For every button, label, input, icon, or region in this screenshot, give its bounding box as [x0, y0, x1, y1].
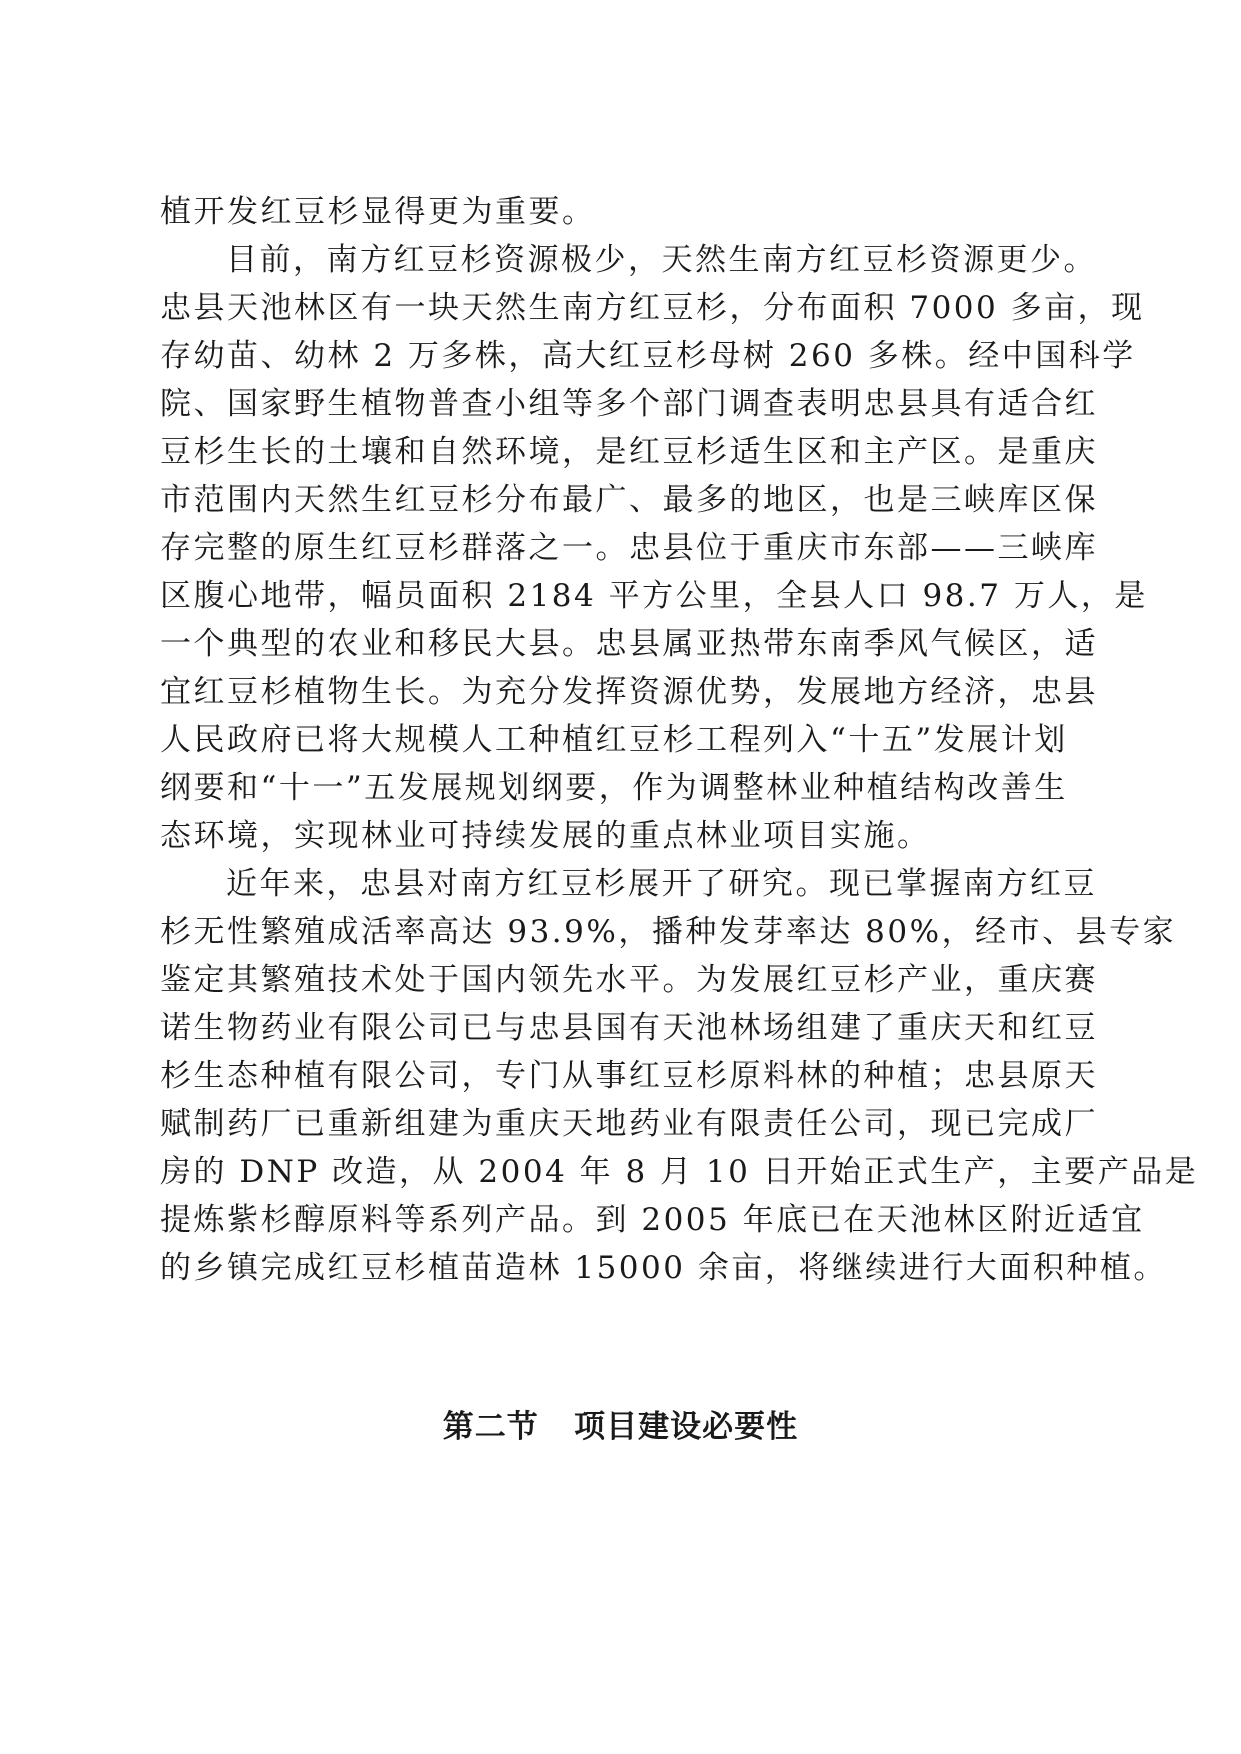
paragraph-line: 诺生物药业有限公司已与忠县国有天池林场组建了重庆天和红豆 — [160, 1010, 1098, 1046]
paragraph-line: 房的 DNP 改造，从 2004 年 8 月 10 日开始正式生产，主要产品是 — [160, 1154, 1199, 1190]
paragraph-line: 态环境，实现林业可持续发展的重点林业项目实施。 — [160, 818, 931, 854]
paragraph-line: 忠县天池林区有一块天然生南方红豆杉，分布面积 7000 多亩，现 — [160, 290, 1145, 326]
section-heading: 第二节 项目建设必要性 — [442, 1409, 799, 1445]
paragraph-line: 区腹心地带，幅员面积 2184 平方公里，全县人口 98.7 万人，是 — [160, 578, 1148, 614]
paragraph-line: 院、国家野生植物普查小组等多个部门调查表明忠县具有适合红 — [160, 386, 1098, 422]
paragraph-line: 赋制药厂已重新组建为重庆天地药业有限责任公司，现已完成厂 — [160, 1106, 1098, 1142]
paragraph-line: 豆杉生长的土壤和自然环境，是红豆杉适生区和主产区。是重庆 — [160, 434, 1098, 470]
paragraph-line: 的乡镇完成红豆杉植苗造林 15000 余亩，将继续进行大面积种植。 — [160, 1250, 1167, 1286]
paragraph-line: 植开发红豆杉显得更为重要。 — [160, 194, 596, 230]
paragraph-line: 纲要和“十一”五发展规划纲要，作为调整林业种植结构改善生 — [160, 770, 1068, 806]
paragraph-line: 目前，南方红豆杉资源极少，天然生南方红豆杉资源更少。 — [226, 242, 1097, 278]
paragraph-line: 市范围内天然生红豆杉分布最广、最多的地区，也是三峡库区保 — [160, 482, 1098, 518]
paragraph-line: 杉无性繁殖成活率高达 93.9%，播种发芽率达 80%，经市、县专家 — [160, 914, 1177, 950]
paragraph-line: 提炼紫杉醇原料等系列产品。到 2005 年底已在天池林区附近适宜 — [160, 1202, 1145, 1238]
paragraph-line: 存幼苗、幼林 2 万多株，高大红豆杉母树 260 多株。经中国科学 — [160, 338, 1136, 374]
paragraph-line: 存完整的原生红豆杉群落之一。忠县位于重庆市东部——三峡库 — [160, 530, 1098, 566]
paragraph-line: 人民政府已将大规模人工种植红豆杉工程列入“十五”发展计划 — [160, 722, 1068, 758]
paragraph-line: 杉生态种植有限公司，专门从事红豆杉原料林的种植；忠县原天 — [160, 1058, 1098, 1094]
paragraph-line: 近年来，忠县对南方红豆杉展开了研究。现已掌握南方红豆 — [226, 866, 1097, 902]
paragraph-line: 宜红豆杉植物生长。为充分发挥资源优势，发展地方经济，忠县 — [160, 674, 1098, 710]
paragraph-line: 一个典型的农业和移民大县。忠县属亚热带东南季风气候区，适 — [160, 626, 1098, 662]
paragraph-line: 鉴定其繁殖技术处于国内领先水平。为发展红豆杉产业，重庆赛 — [160, 962, 1098, 998]
